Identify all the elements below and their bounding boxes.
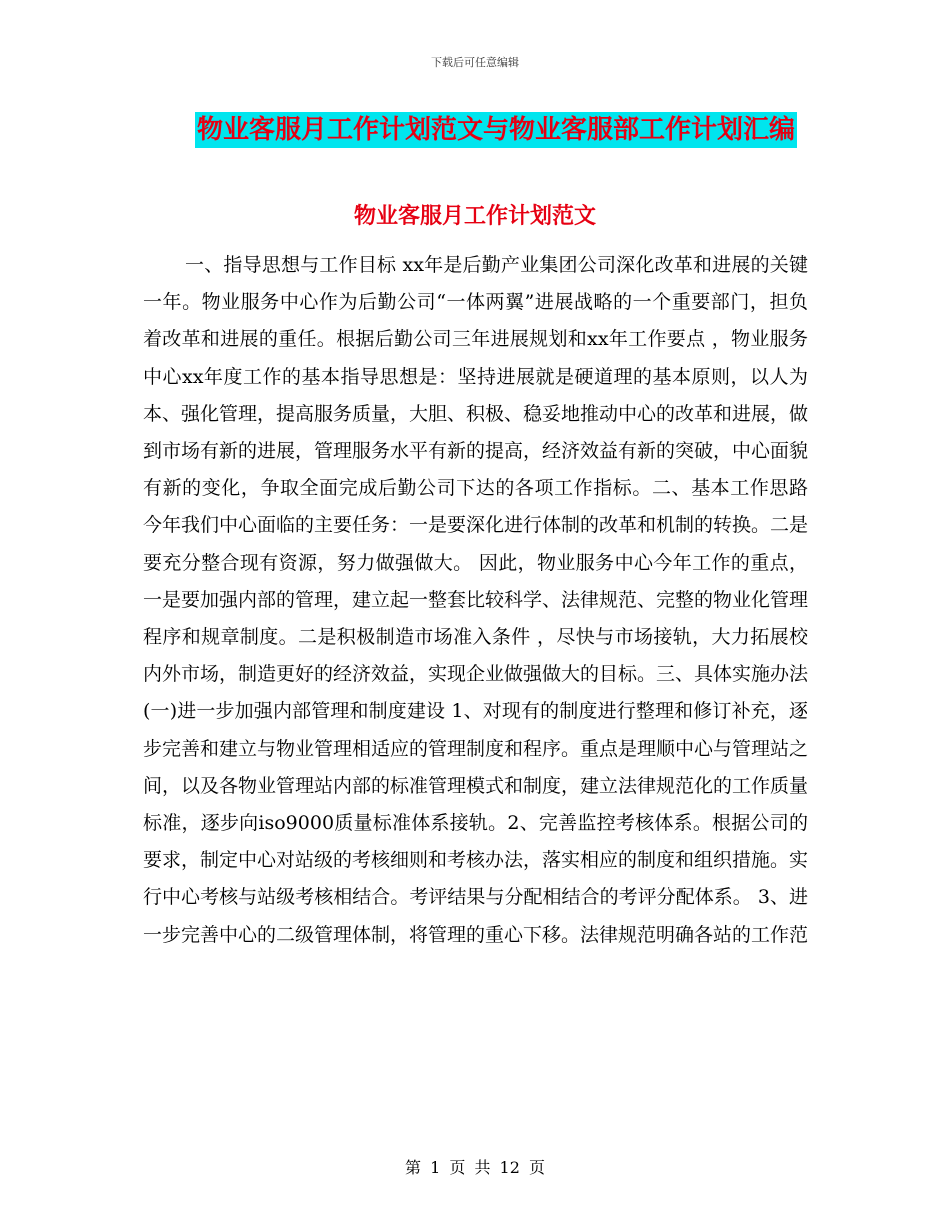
document-title-container	[0, 112, 950, 148]
body-paragraph: 一、指导思想与工作目标 xx年是后勤产业集团公司深化改革和进展的关键一年。物业服务中心作为后勤公司“一体两翼”进展战略的一个重要部门，担负着改革和进展的重任。根据后勤公司三年进展规划和xx年工作要点 ，物业服务中心xx年度工作的基本指导思想是：坚持进展就是硬道理的基本原则，以人为本、强化管理，提高服务质量，大胆、积极、稳妥地推动中心的改革和进展，做到市场有新的进展，管理服务水平有新的提高，经济效益有新的突破，中心面貌有新的变化，争取全面完成后勤公司下达的各项工作指标。二、基本工作思路 今年我们中心面临的主要任务：一是要深化进行体制的改革和机制的转换。二是要充分整合现有资源，努力做强做大。 因此，物业服务中心今年工作的重点，一是要加强内部的管理，建立起一整套比较科学、法律规范、完整的物业化管理程序和规章制度。二是积极制造市场准入条件 ，尽快与市场接轨，大力拓展校内外市场，制造更好的经济效益，实现企业做强做大的目标。三、具体实施办法(一)进一步加强内部管理和制度建设 1、对现有的制度进行整理和修订补充，逐步完善和建立与物业管理相适应的管理制度和程序。重点是理顺中心与管理站之间，以及各物业管理站内部的标准管理模式和制度，建立法律规范化的工作质量标准，逐步向iso9000质量标准体系接轨。2、完善监控考核体系。根据公司的要求，制定中心对站级的考核细则和考核办法，落实相应的制度和组织措施。实行中心考核与站级考核相结合。考评结果与分配相结合的考评分配体系。 3、进一步完善中心的二级管理体制，将管理的重心下移。法律规范明确各站的工作范	[143, 254, 809, 946]
section-title: 物业客服月工作计划范文	[353, 203, 596, 229]
page-number-footer: 第 1 页 共 12 页	[405, 1158, 545, 1177]
document-title: 物业客服月工作计划范文与物业客服部工作计划汇编	[195, 112, 797, 148]
page-header-note: 下载后可任意编辑	[431, 56, 519, 69]
